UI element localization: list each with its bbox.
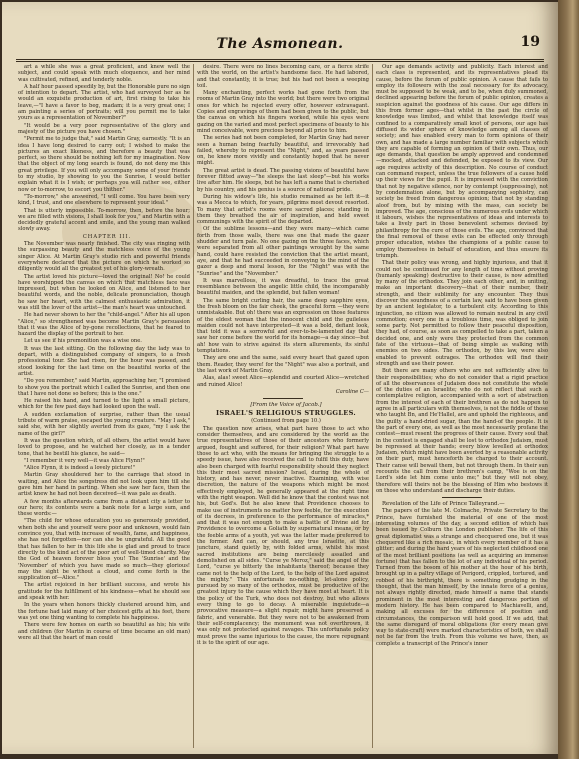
paragraph: Our age demands activity and publicity. Each interest and each class is represented, and its representatives plead its cause, before the forum of public opinion. A cause that fails to employ its followers with the zeal necessary for its advocacy, must be supposed to be weak, and to be, when duly summoned, declined appearing before the forum of public opinion, creates a suspicion against the goodness of his cause. Our age differs in this from former ages—that whilst in the past the circle of knowledge was limited, and whilst that knowledge itself was confined to a comparatively small knot of persons, our age has diffused its wider sphere of knowledge among all classes of society; and has enabled every man to form opinions of their own, and has made a large number familiar with subjects which they are capable of forming an opinion of their own. Thus, our age demands, that question be amply approved and condemned—mocked, attacked and defended, be exposed to its view. Our age requires activity of this description. No course of conduct can command respect, unless the true followers of a cause hold up their views for the pupil. It is impressed with the conviction that not by negative silence, nor by contempt (suppressing), not by condemnation alone, but by accompanying sophistry, can society be freed from dangerous opinion; that not by standing aloof from, but by mixing with the mass, can society be improved. The age, conscious of the numerous evils under which it labours, wishes the representatives of ideas and interests to take a lively part in those benevolent schemes devised by philanthropy for the cure of those evils. The age, convinced that the final removal of these evils can be effected only through proper education, wishes the champions of a public cause to employ themselves in behalf of education, and thus ensure its triumph. [376,64,548,259]
paragraph: In the years when honors thickly clustered around him, and the fortune had laid many of her choicest gifts at his feet, there was yet one thing wanting to complete his happiness. [18,602,190,621]
book-spine [558,0,579,759]
paragraph: The artist loved his picture—loved the original! No! he could have worshipped the canvas on which that matchless face was impressed, but when he looked on Alice, and listened to her beautiful words, and the noble, delicate pronunciation, though he saw her heart, with the calmest enthusiastic admiration, it was still the lover of the artist—the man's heart was untouched. [18,273,190,311]
column-3 [376,64,548,752]
paragraph: He had never shown to her the "child-angel." After his all upon "Alice," so strengthened was become Martin Gray's persuasion that it was the Alice of by-gone recollections, that he feared to hazard the display of the portrait to her. [18,312,190,338]
paragraph: They are one and the same, said every heart that gazed upon them. Reader, they were! for the "Night" was also a portrait, and the last work of Martin Gray. [197,355,369,374]
paragraph: A half hour passed speedily by, but the Honorable pure no sign of intention to depart. The artist, who had surveyed her as he would an exquisite production of art, first rising to take his leave,—"I have a favor to beg, madam; it is a very great one; I am painting a series of portraits; will you permit me to take yours as a representation of November?" [18,83,190,122]
paragraph: "It would be a very poor representative of the glory and majesty of the picture you have chosen." [18,122,190,135]
paragraph: A sudden exclamation of surprise, rather than the usual tribute of warm praise, escaped the young creature. "May I ask," said she, with her slightly averted from its gaze, "my I ask the name of the girl?" [18,411,190,437]
paragraph: The same bright curling hair, the same deep sapphire eyes, the fresh bloom on the fair cheek, the graceful form —they were unmistakable. But oh! there was an expression on those features of the eldest woman that the innocent child and the guileless maiden could not have interpreted—it was a bold, defiant look, that told it was a sorrowful and ever-to-be-lamented day that saw her come before the world for its homage—a day since—but ah! how vain to strive against its stern allurements, its sinful temptations. [197,297,369,355]
section-divider [442,497,482,498]
paragraph: "Permit me to judge that," said Martin Gray, earnestly. "It is an idea I have long desired to carry out; I wished to make the pictures an exact likeness, and therefore a beauty that was perfect, so there should be nothing left for my imagination. Now that the object of my long search is found, do not deny me this great privilege. If you will only accompany some of your friends to my studio, by showing to you the Sunrise, I would better explain what it is I wish; or perhaps you will rather see, either now or to-morrow, to escort you thither." [18,136,190,193]
paragraph: "Do you remember," said Martin, approaching her, "I promised to show you the portrait which I called the Sunrise, and then one that I have not done so before; this is the one." [18,378,190,397]
paragraph: The artist rejoiced in her brilliant success, and wrote his gratitude for the fulfillment of his kindness—what he should see and speak with her. [18,582,190,602]
paragraph: The great artist is dead. The passing visions of beautiful have forever flitted away—"he sleeps the last sleep"—but his works live after him. He sleeps, but he has left a name that is cherished by his country, and his genius is a source of national pride. [197,167,369,193]
section-divider [263,398,303,399]
column-2 [197,64,369,752]
review-heading: Revelation of the Life of Prince Talleyrand.— [382,501,505,508]
paragraph: But there are many others who are not sufficiently alive to their responsibilities; who do not consider that a rigid practice of all the observances of Judaism does not constitute the whole of the duties of an Israelite; who do not reflect that such a contemplative religion, accompanied with a sort of abstraction from the interest of each of their brethren as do not happen to agree in all particulars with themselves, is not the fiddle of those who taught Bn, and He'Hallel, are and uphold the righteous, and the guilty a hand-dried sugar, than the hand-of the people. It is the part of every one, as well as the most necessarily profane the contest—must resent the progress of their cause. Every soul that in the contest is engaged shall be lost to orthodox Judaism, must be repressed at their hands; every blow levelled at orthodox Judaism, which might have been averted by a reasonable activity on their part, must henceforth be charged to their account. Their canse will bewail them, but not through them. In their sun recounts the call from their brethren's camp, "Woe is on the Lord's side let him come unto me;" but they will not obey, therefore will theirs not be the blessing of Him who bestows it on those who understand and discharge their duties. [376,368,548,494]
paragraph: It was the question which, of all others, the artist would have loved to propose, and he watched her closely, as in a tender tone, that he bestill his glance, he said— [18,437,190,457]
article-title: ISRAEL'S RELIGIOUS STRUGGLES. [215,409,357,418]
column-divider [372,64,373,748]
paragraph: He raised his hand, and turned to the light a small picture, which for the few past days had looked upon the wall. [18,398,190,411]
paragraph: Let us see if his premonition was a wise one. [24,338,142,345]
paragraph: A few months afterwards came from a distant city a letter to our hero; its contents were a bank note for a large sum, and these words:— [18,498,190,518]
masthead-title: The Asmonean. [216,36,344,52]
column-1 [18,64,190,752]
paragraph: The series had not been completed, for Martin Gray had never seen a human being fearfully beautiful, and irrevocably had failed, whereby to represent the "Night," and, as years passed on, he knew more vividly and constantly hoped that he never might. [197,135,369,167]
newspaper-page [2,2,558,754]
paragraph: "I remember it very well—it was Alice Flynn!" [24,457,145,464]
page-number: 19 [520,34,540,50]
paragraph: The papers of the late M. Colmache, Private Secretary to the Prince, have furnished the material of one of the most interesting volumes of the day, a second edition of which has been issued by Colburn the London publisher. The life of this great diplomatist was a strange and checquered one, but it was chequered like a rich mosaic, in which every member of it has a glitter; and during the hard years of his neglected childhood one of the most brilliant positions (as well as acquiring an immense fortune) that has fallen to the lot of any individual of his period. Turned from the bosom of his mother at the hour of his birth, brought up in a paltry village of Perigord, crippled, tortured, and robbed of his birthright, there is something grudging in the thought, that the man himself, by the innate force of a genius, not always rightly directed, made himself a name that stands prominent in the most interesting and dangerous portion of modern history. He has been compared to Machiavelli, and, making all excuses for the difference of position and circumstances, the comparison will hold good. If we add, that the same disregard of moral obligations (for every mean give way to state-craft) were marked characteristics of both, we shall not be far from the truth. From this volume we have, then, as complete a transcript of the Prince's inner [376,508,548,647]
article-source: [From the Voice of Jacob.] [250,402,322,409]
continued-note: (Continued from page 10.) [251,418,321,425]
paragraph: During his widow's life, his studio remained as he left it—it was a Mecca to which, for years, pilgrims most devout resorted. To many that artist's rooms were sacred places; standing in them they breathed the air of inspiration, and held sweet communings with the spirit of the departed. [197,193,369,226]
author-signature: Caroline C— [335,388,369,395]
page-header [16,34,544,58]
paragraph: There were few homes on earth so beautiful as his; his wife and children (for Martin in course of time became an old man) were all that the heart of man could [18,622,190,641]
paragraph: That their policy was wrong, and highly injurious, and that it could not be continued for any length of time without proving (humanly speaking) destructive to their cause, is now admitted by many of the orthodox. They join each other, and, in uniting, make an important discovery—that of their number, their strength, and their sublimity for any encounter. They thus discover the soundness of a certain law, said to have been given by an ancient legislator, to a turbulent city. According to this injunction, no citizen was allowed to remain neutral in any civil commotion; every one in a troublous time, was obliged to join some party. Not permitted to follow their peaceful disposition, they had, of course, as soon as compelled to take a part, taken a decided one, and only were they protected from the common fate of the virtuous—that of being simple as walking with enemies on two sides. The orthodox, by this law, were also enabled to prevent outrages. The orthodox will find their strength and use their power. [376,260,548,367]
paragraph: "To-morrow," she answered, "I will come. You have been very kind, I trust, and one elsewhere to represent your ideal." [18,193,190,207]
chapter-heading: CHAPTER III. [82,233,132,240]
header-rule [16,59,544,60]
paragraph: "The child for whose education you so generously provided, when both she and yourself were poor and unknown, would fain convince you, that with increase of wealth, fame, and happiness, she has not forgotten—nor can she be ungrateful. All the good that has fallen to her in this life she is glad and proud to trace directly to the kind act of the poor art of well-timed charity. May the God of heaven forever bless you! The 'Sunrise' and the 'November' of which you have made so much—they glorious! may the sight be without a cloud, and come forth is the supplication of—Alice." [18,518,190,582]
paragraph: "Alice Flynn, it is indeed a lovely picture!" [24,465,136,472]
paragraph: It was marvellous, it was dreadful, to trace the great resemblance between the angelic little child, the incomparably beautiful maiden, and the splendid, but fallen woman! [197,277,369,297]
paragraph: The November was nearly finished. The city was ringing with the surpassing beauty and the matchless voice of the young singer Alice. At Martin Gray's studio rich and powerful friends everywhere declared that the picture on which he worked so diligently would all the greatest yet of his glory-wreath. [18,241,190,273]
paragraph: It was the last sitting. On the following day the lady was to depart, with a distinguished company of singers, to a fresh professional tour. She had risen, for the hour was passed, and stood looking for the last time on the beautiful works of the artist. [18,345,190,377]
paragraph: Many enchanting, perfect works had gone forth from the rooms of Martin Gray into the world; but there were two original ones for which he rejected every offer, however extravagant. Copies and engravings of them had been given to the public, but the canvas on which his fingers worked, while his eyes were gazing on the varied and most perfect specimens of beauty to his mind conceivable, were precious beyond all price to him. [197,90,369,134]
paragraph: The question now arises, what part have those to act who consider themselves, and are considered by the world as the true representatives of those of their ancestors who formerly argued, fought and suffered, for their religion? What part have those to act who, with the means for bringing the struggle to a speedy issue, have also received the call to fulfil this duty, have also been charged with fearful responsibility should they neglect this their most sacred mission? Israel, during the whole of history, and has never, never inactive. Examining, with wise discretion, the nature of the weapons which might be most effectively employed, he generally appeared at the right time with the right weapon. Well did he know that the contest was not his, but God's. But he also knew that Providence chooses to make use of instruments no matter how feeble, for the execution of its decrees, in preference to the performance of miracles,* and that it was not enough to make a battle of Divine aid for Providence to overcome a Goliath by supernatural means, or by the feeble arms of a youth, yet was the latter made preferred to the former. And can, or should, any true Israelite, at this juncture, stand quietly by, with folded arms, whilst his most sacred institutions are being mercilessly assailed and demolished on all sides. "Curse ye Meroz," said the angel of the Lord, "curse ye bitterly the inhabitants thereof; because they came not to the help of the Lord, to the help of the Lord against the mighty." This unfortunate no-nothing, let-alone policy, pursued by so many of the orthodox, must be productive of the greatest injury to the cause which they have most at heart. It is the policy of the Turk, who does not destroy, but who allows every thing to go to decay. A miserable inquietude—a provocative measure—a slight repair, might have preserved a fabric, and venerable. But they were not to be awakened from their self-complacency; the monument was not overthrown, it was only not protected against ravages. This unfortunate policy must prove the same injurious to the cause, the more repugnant it is to the spirit of our age. [197,425,369,646]
paragraph: art a while she was a great proficient, and knew well the subject, and could speak with much eloquence, and her mind was cultivated, refined, and tenderly noble. [18,64,190,83]
paragraph: Alas, alas! sweet Alice—splendid and courted Alice—wretched and ruined Alice! [197,375,369,388]
paragraph: Of the sublime lessons—and they were many—which came forth from those walls, there was one that made the gazer shudder and turn pale. No one gazing on the three faces, which were separated from all other paintings wrought by the same hand, could have resisted the conviction that the artist meant, aye, and that he had succeeded in conveying to the mind of the gazer a deep and moral lesson, for the "Night" was with the "Sunrise" and the "November." [197,226,369,277]
paragraph: desire. There were no lines becoming care, or a fierce strife with the world, on the artist's handsome face. He had labored, and that constantly, it is true; but his had not been a weeping toil. [197,64,369,89]
paragraph: That is utterly impossible. To-morrow, then, before the hour; we are filled with visions, I shall look for you," and Martin with a decidedly grateful accent and smile, and the young man walked slowly away. [18,207,190,233]
header-rule [16,61,544,62]
column-divider [193,64,194,748]
paragraph: Martin Gray shouldered her to the carriage that stood in waiting, and Alice the songstress did not look upon him till she gave him her hand in parting. When she saw her face, then the artist knew he had not been deceived—it was pale as death. [18,472,190,498]
